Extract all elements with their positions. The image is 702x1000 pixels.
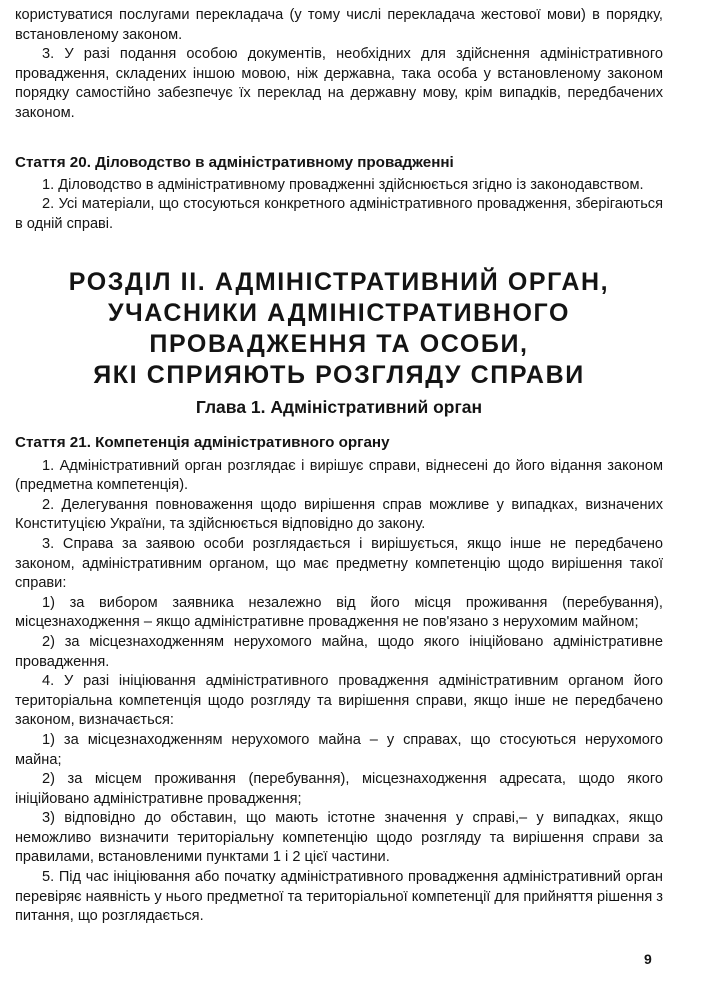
article-21-paragraph: 4. У разі ініціювання адміністративного провадження адміністративним органом його територіальна компетенція щодо розгляду та вирішення справи, якщо інше не передбачено законом, визначається: xyxy=(15,673,663,729)
article-21-paragraph: 2) за місцем проживання (перебування), місцезнаходження адресата, щодо якого ініційовано адміністративне провадження; xyxy=(15,771,663,807)
intro-paragraph-1: користуватися послугами перекладача (у тому числі перекладача жестової мови) в порядку, встановленому законом. xyxy=(15,7,663,43)
intro-paragraph-2: 3. У разі подання особою документів, необхідних для здійснення адміністративного провадження, складених іншою мовою, ніж державна, така особа у встановленому законом порядку самостійно забезпечує їх переклад на державну мову, крім випадків, передбачених законом. xyxy=(15,46,663,121)
intro-block xyxy=(15,6,663,124)
article-21-body xyxy=(15,457,663,927)
article-21-paragraph: 3) відповідно до обставин, що мають істотне значення у справі,– у випадках, якщо неможливо визначити територіальну компетенцію щодо розгляду та вирішення справи за правилами, встановленими пунктами 1 і 2 цієї частини. xyxy=(15,810,663,866)
chapter-heading-block xyxy=(15,398,663,418)
article-20-paragraph-2: 2. Усі матеріали, що стосуються конкретного адміністративного провадження, зберігаються в одній справі. xyxy=(15,196,663,232)
article-21-paragraph: 2) за місцезнаходженням нерухомого майна, щодо якого ініційовано адміністративне провадження. xyxy=(15,633,663,670)
section-heading-line-4: ЯКІ СПРИЯЮТЬ РОЗГЛЯДУ СПРАВИ xyxy=(93,361,585,389)
chapter-heading: Глава 1. Адміністративний орган xyxy=(195,397,483,417)
article-21-paragraph: 1) за вибором заявника незалежно від його місця проживання (перебування), місцезнаходження – якщо адміністративне провадження не пов'язано з нерухомим майном; xyxy=(15,594,663,631)
section-heading-line-3: ПРОВАДЖЕННЯ ТА ОСОБИ, xyxy=(149,330,529,358)
article-20-title: Стаття 20. Діловодство в адміністративному провадженні xyxy=(15,154,454,171)
section-heading-line-2: УЧАСНИКИ АДМІНІСТРАТИВНОГО xyxy=(107,299,571,327)
section-heading-line-1: РОЗДІЛ ІІ. АДМІНІСТРАТИВНИЙ ОРГАН, xyxy=(68,268,610,296)
article-21-paragraph: 3. Справа за заявою особи розглядається і вирішується, якщо інше не передбачено законом, адміністративним органом, що має предметну компетенцію щодо вирішення такої справи: xyxy=(15,535,663,592)
article-21-paragraph: 2. Делегування повноваження щодо вирішення справ можливе у випадках, визначених Конституцією України, та здійснюється відповідно до закону. xyxy=(15,496,663,533)
article-21-paragraph: 5. Під час ініціювання або початку адміністративного провадження адміністративний орган перевіряє наявність у нього предметної та територіальної компетенції для прийняття рішення з питання, що розглядається. xyxy=(15,869,663,925)
article-21-paragraph: 1. Адміністративний орган розглядає і вирішує справи, віднесені до його відання законом (предметна компетенція). xyxy=(15,457,663,494)
article-21-paragraph: 1) за місцезнаходженням нерухомого майна – у справах, що стосуються нерухомого майна; xyxy=(15,731,663,768)
article-20 xyxy=(15,153,663,234)
page-number: 9 xyxy=(644,951,652,967)
article-21 xyxy=(15,433,663,927)
section-heading xyxy=(15,267,663,391)
article-21-title: Стаття 21. Компетенція адміністративного органу xyxy=(15,434,390,451)
article-20-paragraph-1: 1. Діловодство в адміністративному провадженні здійснюється згідно із законодавством. xyxy=(42,176,644,193)
